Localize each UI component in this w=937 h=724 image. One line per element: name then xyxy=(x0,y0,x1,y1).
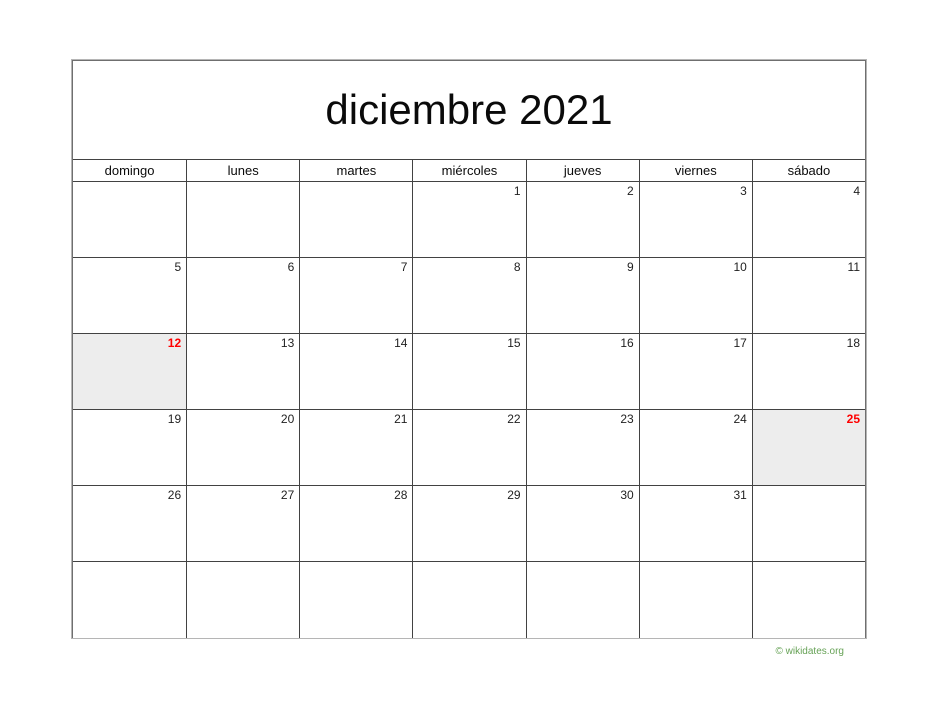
day-number: 16 xyxy=(620,336,634,350)
weekday-header-jueves: jueves xyxy=(526,160,639,181)
calendar-cell xyxy=(186,562,299,638)
calendar-cell xyxy=(186,410,299,485)
calendar-cell xyxy=(526,334,639,409)
week-row xyxy=(73,334,865,410)
weekday-header-domingo: domingo xyxy=(104,163,155,178)
calendar-cell xyxy=(73,410,186,485)
week-row xyxy=(73,486,865,562)
calendar-cell xyxy=(526,258,639,333)
day-number: 31 xyxy=(733,488,747,502)
weekday-header-sabado: sábado xyxy=(752,160,865,181)
footer-credit xyxy=(72,641,866,659)
calendar-cell xyxy=(752,182,865,257)
weekday-header-viernes: viernes xyxy=(639,160,752,181)
calendar-cell xyxy=(752,258,865,333)
week-row xyxy=(73,182,865,258)
calendar-cell xyxy=(73,562,186,638)
week-row xyxy=(73,562,865,638)
day-number: 11 xyxy=(847,260,860,274)
calendar-cell xyxy=(73,486,186,561)
calendar-cell xyxy=(412,258,525,333)
calendar-cell xyxy=(186,334,299,409)
calendar-cell xyxy=(299,334,412,409)
calendar-cell xyxy=(526,410,639,485)
day-number: 12 xyxy=(167,336,182,350)
day-number: 27 xyxy=(280,488,295,502)
day-number: 15 xyxy=(507,336,521,350)
calendar-cell xyxy=(299,562,412,638)
day-number: 14 xyxy=(394,336,408,350)
calendar-cell xyxy=(412,182,525,257)
day-number: 1 xyxy=(513,184,521,198)
weekday-header-martes: martes xyxy=(299,160,412,181)
day-number: 24 xyxy=(733,412,747,426)
calendar-cell xyxy=(299,182,412,257)
calendar-cell xyxy=(752,334,865,409)
calendar-cell xyxy=(412,562,525,638)
calendar-cell xyxy=(752,410,865,485)
day-number: 8 xyxy=(513,260,521,274)
day-number: 9 xyxy=(627,260,634,274)
weekday-header-row xyxy=(73,160,865,182)
day-number: 26 xyxy=(167,488,182,502)
calendar-cell xyxy=(639,258,752,333)
day-number: 4 xyxy=(853,184,860,198)
calendar-cell xyxy=(639,334,752,409)
calendar xyxy=(72,60,866,638)
weekday-header-lunes: lunes xyxy=(186,160,299,181)
wikidates-link[interactable]: © wikidates.org xyxy=(775,646,844,657)
day-number: 6 xyxy=(287,260,295,274)
calendar-title: diciembre 2021 xyxy=(73,61,865,160)
day-number: 23 xyxy=(620,412,634,426)
day-number: 17 xyxy=(733,336,747,350)
calendar-cell xyxy=(73,334,186,409)
calendar-cell xyxy=(526,486,639,561)
day-number: 19 xyxy=(167,412,182,426)
day-number: 21 xyxy=(394,412,408,426)
day-number: 30 xyxy=(620,488,634,502)
day-number: 7 xyxy=(400,260,408,274)
day-number: 29 xyxy=(507,488,521,502)
calendar-cell xyxy=(639,562,752,638)
calendar-cell xyxy=(186,182,299,257)
weekday-header-miercoles: miércoles xyxy=(412,160,525,181)
day-number: 3 xyxy=(740,184,747,198)
calendar-cell xyxy=(639,486,752,561)
day-number: 25 xyxy=(846,412,860,426)
calendar-cell xyxy=(412,410,525,485)
day-number: 13 xyxy=(280,336,295,350)
calendar-cell xyxy=(186,486,299,561)
calendar-cell xyxy=(299,486,412,561)
day-number: 2 xyxy=(627,184,634,198)
calendar-cell xyxy=(639,410,752,485)
calendar-cell xyxy=(73,182,186,257)
day-number: 10 xyxy=(733,260,747,274)
week-row xyxy=(73,410,865,486)
day-number: 5 xyxy=(174,260,182,274)
calendar-cell xyxy=(526,562,639,638)
day-number: 18 xyxy=(846,336,860,350)
calendar-cell xyxy=(186,258,299,333)
calendar-cell xyxy=(752,562,865,638)
calendar-cell xyxy=(412,486,525,561)
calendar-cell xyxy=(639,182,752,257)
week-row xyxy=(73,258,865,334)
day-number: 20 xyxy=(280,412,295,426)
day-number: 22 xyxy=(507,412,521,426)
calendar-cell xyxy=(73,258,186,333)
calendar-cell xyxy=(299,258,412,333)
day-number: 28 xyxy=(394,488,408,502)
calendar-cell xyxy=(299,410,412,485)
calendar-cell xyxy=(752,486,865,561)
calendar-cell xyxy=(526,182,639,257)
calendar-cell xyxy=(412,334,525,409)
